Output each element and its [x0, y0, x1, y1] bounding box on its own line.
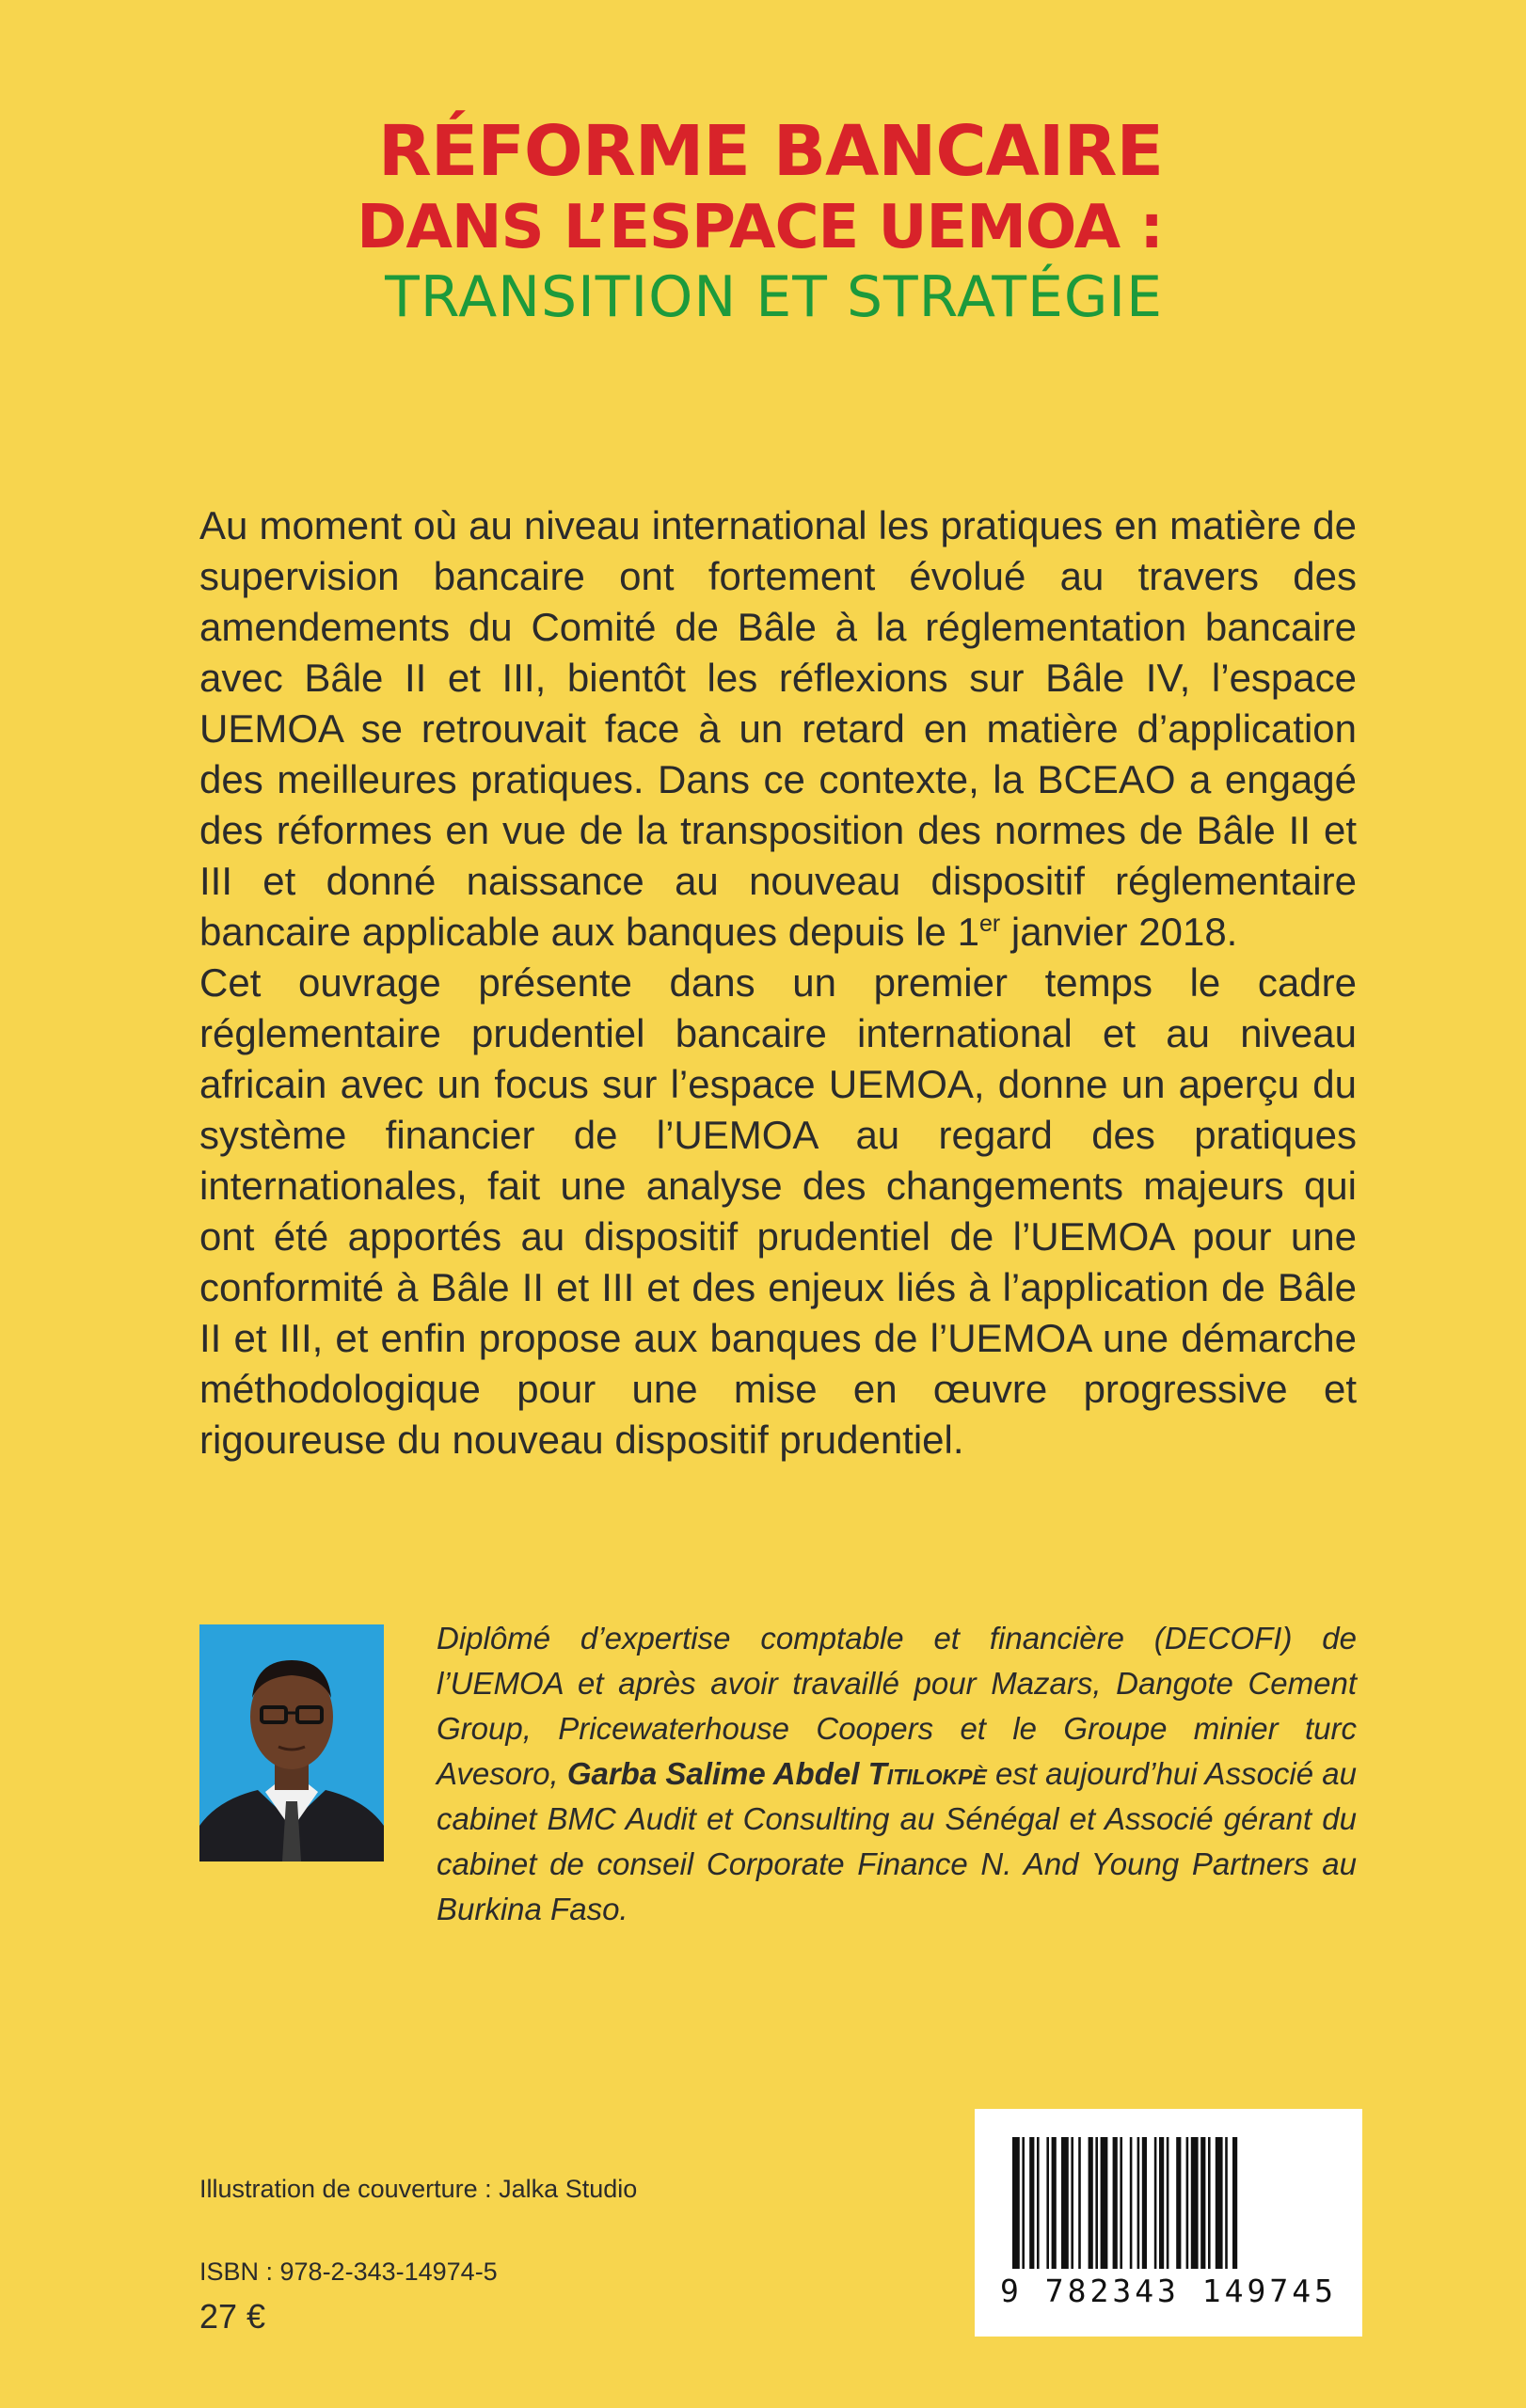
blurb-text-1a: Au moment où au niveau international les pratiques en matière de supervision bancaire ont fortement évolué au travers des amendements du Comité de Bâle à la réglementation bancaire avec Bâle II et III, bientôt les réflexions sur Bâle IV, l’espace UEMOA se retrouvait face à un retard en matière d’application des meilleures pratiques. Dans ce contexte, la BCEAO a engagé des réformes en vue de la transposition des normes de Bâle II et III et donné naissance au nouveau dispositif réglementaire bancaire applicable aux banques depuis le 1	[199, 503, 1357, 954]
author-first-names: Garba Salime Abdel	[566, 1756, 868, 1791]
price: 27 €	[199, 2297, 266, 2336]
barcode-bar	[1154, 2137, 1157, 2269]
cover-illustration-credit: Illustration de couverture : Jalka Studio	[199, 2175, 638, 2203]
author-surname: Titilokpè	[867, 1756, 987, 1791]
blurb-paragraph-1	[199, 500, 1357, 958]
book-title	[188, 111, 1163, 331]
barcode-bar	[1078, 2137, 1081, 2269]
title-line-1: RÉFORME BANCAIRE	[377, 111, 1163, 192]
barcode-bar	[1130, 2137, 1133, 2269]
barcode-bar	[1216, 2137, 1223, 2269]
barcode-bar	[1061, 2137, 1069, 2269]
barcode-bar	[1113, 2137, 1118, 2269]
barcode-bar	[1232, 2137, 1237, 2269]
barcode-bar	[1095, 2137, 1098, 2269]
barcode-bar	[1142, 2137, 1147, 2269]
barcode-bar	[1159, 2137, 1164, 2269]
barcode-bar	[1012, 2137, 1020, 2269]
barcode-bar	[1052, 2137, 1057, 2269]
subtitle: TRANSITION ET STRATÉGIE	[385, 264, 1163, 330]
barcode-bar	[1176, 2137, 1181, 2269]
barcode-bar	[1071, 2137, 1073, 2269]
barcode-bar	[1167, 2137, 1169, 2269]
author-bio	[437, 1616, 1357, 1932]
bio-text-start: Diplômé d’expertise comptable et financière (DECOFI) de l’UEMOA et après avoir travaillé pour Mazars, Dangote Cement Group, Pricewaterhouse Coopers et le Groupe minier turc Avesoro,	[437, 1621, 1357, 1791]
isbn: ISBN : 978-2-343-14974-5	[199, 2258, 498, 2286]
barcode-bar	[1029, 2137, 1034, 2269]
barcode-bar	[1225, 2137, 1228, 2269]
barcode-bar	[1022, 2137, 1025, 2269]
barcode-digits: 9 782343 149745	[999, 2273, 1337, 2309]
barcode-bar	[1089, 2137, 1093, 2269]
barcode-bar	[1200, 2137, 1205, 2269]
title-line-2: DANS L’ESPACE UEMOA :	[357, 193, 1163, 262]
barcode	[975, 2109, 1362, 2337]
barcode-bar	[1137, 2137, 1140, 2269]
barcode-bar	[1208, 2137, 1211, 2269]
barcode-bar	[1120, 2137, 1122, 2269]
barcode-bar	[1046, 2137, 1049, 2269]
bio-text-end: est aujourd’hui Associé au cabinet BMC Audit et Consulting au Sénégal et Associé gérant du cabinet de conseil Corporate Finance N. And Young Partners au Burkina Faso.	[437, 1756, 1357, 1926]
barcode-bars	[1009, 2137, 1328, 2269]
blurb-superscript: er	[978, 911, 1001, 937]
blurb-text-1b: janvier 2018.	[1000, 910, 1238, 954]
author-name	[567, 1756, 987, 1791]
barcode-bar	[1037, 2137, 1040, 2269]
author-portrait-image	[199, 1624, 384, 1861]
barcode-bar	[1191, 2137, 1199, 2269]
author-photo	[199, 1624, 384, 1861]
author-bio-text	[437, 1616, 1357, 1932]
barcode-bar	[1186, 2137, 1189, 2269]
barcode-bar	[1101, 2137, 1108, 2269]
blurb-paragraph-2: Cet ouvrage présente dans un premier temps le cadre réglementaire prudentiel bancaire international et au niveau africain avec un focus sur l’espace UEMOA, donne un aperçu du système financier de l’UEMOA au regard des pratiques internationales, fait une analyse des changements majeurs qui ont été apportés au dispositif prudentiel de l’UEMOA pour une conformité à Bâle II et III et des enjeux liés à l’application de Bâle II et III, et enfin propose aux banques de l’UEMOA une démarche méthodologique pour une mise en œuvre progressive et rigoureuse du nouveau dispositif prudentiel.	[199, 960, 1357, 1462]
back-cover-blurb	[199, 500, 1357, 1465]
